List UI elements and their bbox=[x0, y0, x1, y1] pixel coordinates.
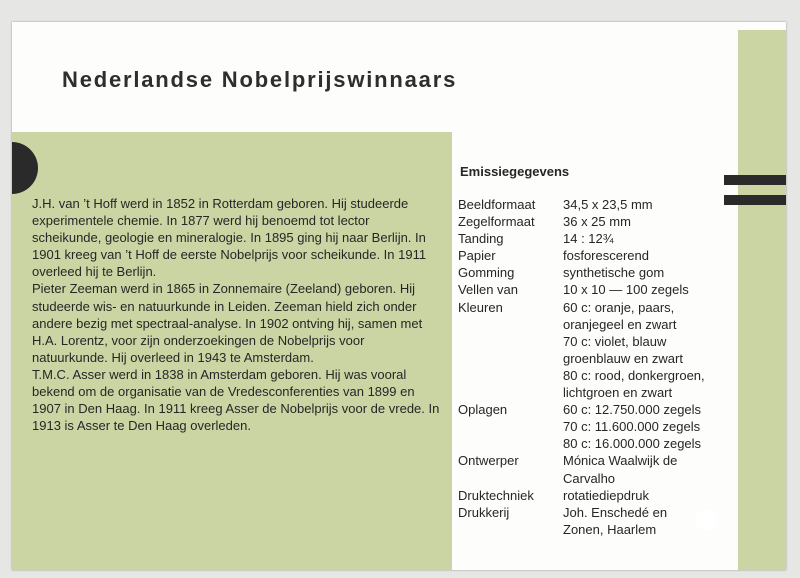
emission-label: Druktechniek bbox=[458, 487, 534, 503]
emission-row bbox=[458, 196, 735, 213]
emission-row bbox=[458, 452, 735, 486]
emission-label: Papier bbox=[458, 248, 496, 264]
emission-value-line: Joh. Enschedé en bbox=[563, 504, 668, 520]
emission-row bbox=[458, 213, 735, 230]
emission-value-line: lichtgroen en zwart bbox=[563, 385, 673, 401]
black-stripe-top bbox=[724, 175, 786, 185]
emission-value-line: 10 x 10 — 100 zegels bbox=[563, 282, 689, 298]
emission-value-line: 60 c: oranje, paars, bbox=[563, 299, 675, 315]
emission-value-line: 80 c: 16.000.000 zegels bbox=[563, 436, 702, 452]
emission-value-line: Mónica Waalwijk de bbox=[563, 453, 678, 469]
emission-value bbox=[563, 281, 735, 298]
emission-row bbox=[458, 281, 735, 298]
emission-value bbox=[563, 401, 735, 452]
green-side-band bbox=[738, 30, 786, 570]
emission-value-line: groenblauw en zwart bbox=[563, 350, 683, 366]
emission-value-line: fosforescerend bbox=[563, 248, 649, 264]
emission-heading: Emissiegegevens bbox=[460, 164, 570, 179]
page-title: Nederlandse Nobelprijswinnaars bbox=[62, 67, 458, 92]
emission-value-line: 36 x 25 mm bbox=[563, 214, 631, 230]
emission-label: Vellen van bbox=[458, 282, 518, 298]
emission-label: Beeldformaat bbox=[458, 197, 536, 212]
emission-value bbox=[563, 247, 735, 264]
emission-label: Oplagen bbox=[458, 402, 508, 418]
emission-row bbox=[458, 401, 735, 452]
emission-value-line: Carvalho bbox=[563, 470, 616, 486]
emission-value-line: 70 c: 11.600.000 zegels bbox=[563, 419, 701, 435]
info-card bbox=[12, 22, 786, 570]
emission-label: Ontwerper bbox=[458, 453, 519, 469]
emission-value-line: 14 : 12¾ bbox=[563, 231, 614, 247]
emission-value-line: oranjegeel en zwart bbox=[563, 316, 677, 332]
emission-value bbox=[563, 504, 735, 538]
emission-value-line: 80 c: rood, donkergroen, bbox=[563, 367, 705, 383]
emission-row bbox=[458, 504, 735, 538]
emission-row bbox=[458, 230, 735, 247]
paragraph-zeeman: Pieter Zeeman werd in 1865 in Zonnemaire (Zeeland) geboren. Hij studeerde wis- en natuurkunde in Leiden. Zeeman hield zich onder andere bezig met spectraal-analyse. In 1902 ontving hij, samen met H.A. Lorentz, voor zijn onderzoekingen de Nobelprijs voor natuurkunde. Hij overleed in 1943 te Amsterdam. bbox=[32, 281, 423, 365]
emission-value-line: 60 c: 12.750.000 zegels bbox=[563, 402, 702, 418]
emission-value bbox=[563, 487, 735, 504]
emission-row bbox=[458, 247, 735, 264]
emission-value-line: synthetische gom bbox=[563, 265, 665, 281]
emission-label: Kleuren bbox=[458, 299, 503, 315]
emission-value bbox=[563, 213, 735, 230]
emission-details-table bbox=[458, 196, 735, 538]
emission-value bbox=[563, 299, 735, 402]
emission-label: Gomming bbox=[458, 265, 515, 281]
emission-label: Zegelformaat bbox=[458, 214, 535, 230]
emission-row bbox=[458, 487, 735, 504]
emission-value-line: rotatiediepdruk bbox=[563, 487, 649, 503]
paragraph-asser: T.M.C. Asser werd in 1838 in Amsterdam geboren. Hij was vooral bekend om de organisatie van de Vredesconferenties van 1899 en 1907 in Den Haag. In 1911 kreeg Asser de Nobelprijs voor de vrede. In 1913 is Asser te Den Haag overleden. bbox=[32, 366, 440, 434]
emission-label: Tanding bbox=[458, 231, 504, 247]
emission-row bbox=[458, 264, 735, 281]
emission-value-line: Zonen, Haarlem bbox=[563, 521, 657, 537]
emission-details-body bbox=[458, 196, 735, 538]
emission-value-line: 70 c: violet, blauw bbox=[563, 333, 667, 349]
emission-value bbox=[563, 230, 735, 247]
paragraph-van-t-hoff: J.H. van ’t Hoff werd in 1852 in Rotterdam geboren. Hij studeerde experimentele chemie. In 1877 werd hij benoemd tot lector scheikunde, geologie en mineralogie. In 1895 ging hij naar Berlijn. In 1901 kreeg van ’t Hoff de eerste Nobelprijs voor scheikunde. In 1911 overleed hij te Berlijn. bbox=[32, 196, 427, 280]
biography-text bbox=[32, 195, 440, 434]
emission-value bbox=[563, 196, 735, 213]
emission-row bbox=[458, 299, 735, 402]
emission-value bbox=[563, 264, 735, 281]
emission-label: Drukkerij bbox=[458, 504, 510, 520]
emission-value-line: 34,5 x 23,5 mm bbox=[563, 197, 653, 212]
emission-value bbox=[563, 452, 735, 486]
